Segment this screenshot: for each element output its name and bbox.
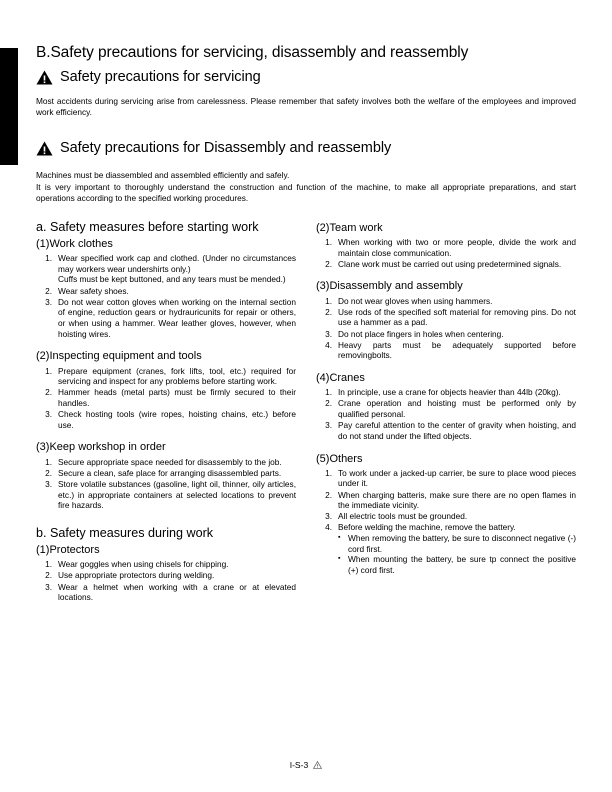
section-heading: b. Safety measures during work <box>36 525 214 540</box>
list-item <box>36 253 296 285</box>
list-item <box>316 340 576 361</box>
list-item-paragraph: Cuffs must be kept buttoned, and any tears must be mended.) <box>58 274 286 285</box>
list-item <box>36 457 296 468</box>
list-item-paragraph: Do not place fingers in holes when centering. <box>338 328 504 339</box>
group-item-list <box>36 457 296 511</box>
list-item-body <box>58 366 296 387</box>
list-item <box>316 307 576 328</box>
list-item <box>36 297 296 340</box>
list-item-paragraph: Prepare equipment (cranes, fork lifts, tool, etc.) required for servicing and inspect for any problems before starting work. <box>58 365 296 387</box>
list-item-body <box>338 511 576 522</box>
group-item-list <box>316 387 576 441</box>
list-item <box>316 259 576 270</box>
bullet-icon: ▪ <box>338 534 341 542</box>
list-item-marker: 3. <box>45 409 52 420</box>
list-item <box>36 409 296 430</box>
list-item-marker: 2. <box>45 285 52 296</box>
warning-triangle-icon <box>36 141 53 156</box>
intro-secondary-line-1: Machines must be diassembled and assembled efficiently and safely. <box>36 170 290 181</box>
list-item-marker: 1. <box>325 387 332 398</box>
intro-secondary-line-2: It is very important to thoroughly understand the construction and function of the machine, to make all appropriate preparations, and start operations according to the specified working procedures. <box>36 181 576 203</box>
list-item-marker: 3. <box>325 328 332 339</box>
warning-heading-disassembly <box>36 140 576 157</box>
group-title: Others <box>329 452 363 465</box>
list-item-paragraph: Do not wear gloves when using hammers. <box>338 295 493 306</box>
list-item-paragraph: Hammer heads (metal parts) must be firmly secured to their handles. <box>58 387 296 408</box>
list-item <box>316 237 576 258</box>
group-heading <box>316 453 576 466</box>
page-footer <box>0 760 612 770</box>
chapter-edge-tab <box>0 48 18 165</box>
group-title: Work clothes <box>49 237 113 250</box>
list-item-marker: 2. <box>45 467 52 478</box>
list-item-body <box>58 297 296 340</box>
list-item-marker: 1. <box>325 236 332 247</box>
two-column-body <box>36 220 576 604</box>
list-item-paragraph: In principle, use a crane for objects heavier than 44lb (20kg). <box>338 387 561 398</box>
group-title: Inspecting equipment and tools <box>49 350 202 363</box>
group-title: Keep workshop in order <box>49 441 166 454</box>
list-item-body <box>58 409 296 430</box>
list-item <box>36 479 296 511</box>
list-item-paragraph: Pay careful attention to the center of gravity when hoisting, and do not stand under the lifted objects. <box>338 420 576 441</box>
sub-list-item <box>338 533 576 554</box>
sub-list-item-text: When mounting the battery, be sure tp connect the positive (+) cord first. <box>348 554 576 576</box>
list-item <box>36 559 296 570</box>
group-title: Team work <box>329 221 383 234</box>
list-item-body <box>58 387 296 408</box>
list-item-body <box>58 468 296 479</box>
list-item-paragraph: Use rods of the specified soft material for removing pins. Do not use a hammer as a pad. <box>338 306 576 328</box>
list-item-marker: 2. <box>325 398 332 409</box>
list-item <box>316 522 576 575</box>
list-item-marker: 1. <box>325 467 332 478</box>
group-heading <box>36 441 296 454</box>
list-item <box>36 582 296 603</box>
list-item <box>36 468 296 479</box>
list-item-paragraph: Heavy parts must be adequately supported before removingbolts. <box>338 339 576 361</box>
list-item-body <box>338 468 576 489</box>
sub-item-list <box>338 533 576 576</box>
group-item-list <box>36 253 296 339</box>
group-item-list <box>316 237 576 269</box>
list-item-body <box>338 259 576 270</box>
warning-triangle-icon <box>36 70 53 85</box>
sub-list-item-text: When removing the battery, be sure to disconnect negative (-) cord first. <box>348 533 576 554</box>
list-item-paragraph: Secure appropriate space needed for disassembly to the job. <box>58 456 282 467</box>
list-item <box>316 511 576 522</box>
list-item-marker: 3. <box>45 296 52 307</box>
right-column <box>316 220 576 604</box>
list-item-body <box>58 457 296 468</box>
list-item-body <box>58 253 296 285</box>
list-item <box>316 296 576 307</box>
group-number: (3) <box>316 280 330 293</box>
group-number: (4) <box>316 372 330 385</box>
group-number: (1) <box>36 544 50 557</box>
list-item-marker: 2. <box>45 387 52 398</box>
list-item-paragraph: Secure a clean, safe place for arranging disassembled parts. <box>58 467 282 478</box>
warning-heading-servicing <box>36 69 576 86</box>
list-item-marker: 4. <box>325 339 332 350</box>
group-number: (5) <box>316 452 330 465</box>
page-title: B.Safety precautions for servicing, disassembly and reassembly <box>36 44 469 61</box>
list-item <box>316 329 576 340</box>
list-item-marker: 3. <box>325 420 332 431</box>
list-item-marker: 1. <box>45 365 52 376</box>
list-item-body <box>338 387 576 398</box>
list-item-paragraph: Wear a helmet when working with a crane or at elevated locations. <box>58 581 296 603</box>
list-item-body <box>58 570 296 581</box>
list-item <box>36 366 296 387</box>
list-item-marker: 1. <box>325 295 332 306</box>
footer-page-number: I-S-3 <box>289 760 309 770</box>
list-item-body <box>58 582 296 603</box>
list-item-paragraph: Check hosting tools (wire ropes, hoisting chains, etc.) before use. <box>58 409 296 430</box>
list-item-paragraph: Wear specified work cap and clothed. (Under no circumstances may workers wear undershirts only.) <box>58 253 296 274</box>
list-item-body <box>338 340 576 361</box>
list-item-marker: 1. <box>45 253 52 264</box>
group-title: Protectors <box>49 544 100 557</box>
left-column <box>36 220 296 604</box>
section-heading: a. Safety measures before starting work <box>36 219 259 234</box>
group-item-list <box>316 468 576 576</box>
group-number: (1) <box>36 237 50 250</box>
group-item-list <box>36 366 296 431</box>
page-content <box>36 44 576 603</box>
list-item <box>36 387 296 408</box>
list-item-body <box>338 307 576 328</box>
list-item-paragraph: Wear goggles when using chisels for chipping. <box>58 559 229 570</box>
warning-heading-text: Safety precautions for Disassembly and reassembly <box>60 140 392 157</box>
list-item-marker: 4. <box>325 522 332 533</box>
group-heading <box>316 372 576 385</box>
list-item-marker: 2. <box>325 306 332 317</box>
list-item-paragraph: To work under a jacked-up carrier, be sure to place wood pieces under it. <box>338 467 576 489</box>
list-item-paragraph: All electric tools must be grounded. <box>338 511 468 522</box>
list-item-body <box>338 296 576 307</box>
list-item-marker: 2. <box>45 570 52 581</box>
list-item-marker: 1. <box>45 456 52 467</box>
group-item-list <box>36 559 296 603</box>
list-item-body <box>338 398 576 419</box>
group-heading <box>36 544 296 557</box>
list-item-marker: 2. <box>325 489 332 500</box>
list-item-body <box>338 522 576 575</box>
group-heading <box>36 238 296 251</box>
list-item <box>36 286 296 297</box>
list-item-marker: 1. <box>45 559 52 570</box>
group-heading <box>36 350 296 363</box>
list-item-paragraph: Use appropriate protectors during welding. <box>58 570 215 581</box>
list-item-paragraph: Do not wear cotton gloves when working on the internal section of engine, reduction gears or hydrauricunits for repair or others, or when using a hammer. Wear leather gloves, however, when hoisting wires. <box>58 296 296 339</box>
list-item <box>316 398 576 419</box>
group-number: (2) <box>36 350 50 363</box>
list-item <box>36 570 296 581</box>
list-item-paragraph: Crane operation and hoisting must be performed only by qualified personal. <box>338 398 576 420</box>
group-heading <box>316 222 576 235</box>
list-item-paragraph: Clane work must be carried out using predetermined signals. <box>338 258 562 269</box>
list-item-paragraph: When charging batteris, make sure there are no open flames in the immediate vicinity. <box>338 489 576 511</box>
list-item <box>316 490 576 511</box>
intro-secondary-block <box>36 170 576 203</box>
list-item-body <box>338 329 576 340</box>
sub-list-item <box>338 554 576 575</box>
group-heading <box>316 280 576 293</box>
list-item-paragraph: Before welding the machine, remove the battery. <box>338 522 516 533</box>
list-item-body <box>338 420 576 441</box>
list-item-paragraph: Store volatile substances (gasoline, light oil, thinner, oily articles, etc.) in appropriate containers at selected locations to prevent fire hazards. <box>58 478 296 511</box>
list-item-marker: 3. <box>325 511 332 522</box>
warning-heading-text: Safety precautions for servicing <box>60 68 261 85</box>
intro-paragraph-block <box>36 96 576 118</box>
group-title: Cranes <box>329 372 365 385</box>
list-item-marker: 3. <box>45 581 52 592</box>
group-title: Disassembly and assembly <box>329 280 463 293</box>
list-item-body <box>338 490 576 511</box>
list-item-paragraph: When working with two or more people, divide the work and maintain close communication. <box>338 236 576 258</box>
list-item-body <box>58 479 296 511</box>
intro-paragraph: Most accidents during servicing arise from carelessness. Please remember that safety involves both the welfare of the employees and improved work efficiency. <box>36 95 576 118</box>
group-number: (3) <box>36 441 50 454</box>
warning-triangle-small-icon <box>313 761 322 769</box>
list-item <box>316 468 576 489</box>
list-item-body <box>58 286 296 297</box>
list-item-marker: 2. <box>325 258 332 269</box>
group-item-list <box>316 296 576 361</box>
list-item <box>316 387 576 398</box>
list-item <box>316 420 576 441</box>
group-number: (2) <box>316 221 330 234</box>
list-item-marker: 3. <box>45 478 52 489</box>
list-item-body <box>338 237 576 258</box>
list-item-paragraph: Wear safety shoes. <box>58 285 129 296</box>
bullet-icon: ▪ <box>338 555 341 563</box>
list-item-body <box>58 559 296 570</box>
